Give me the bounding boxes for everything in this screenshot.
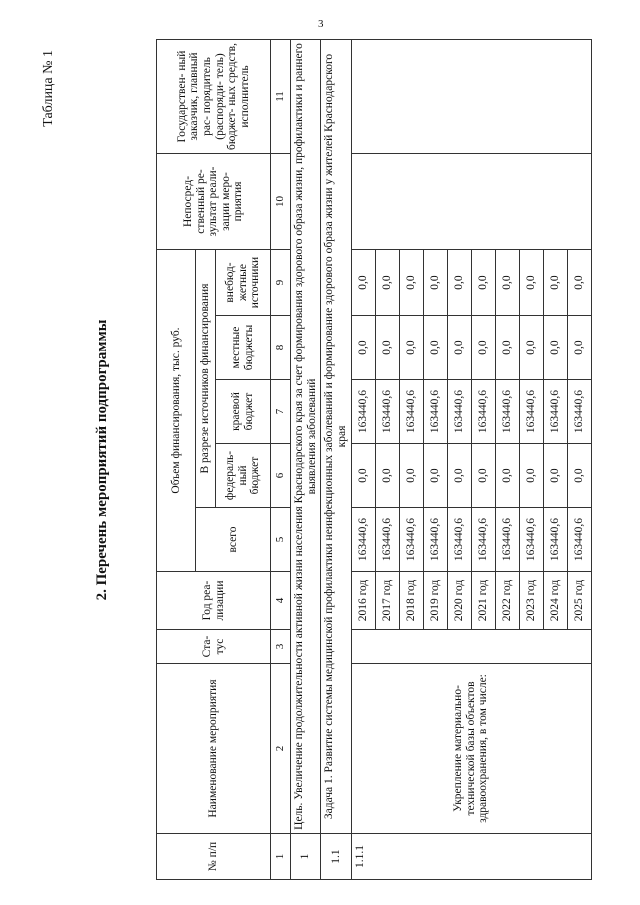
cell-year: 2017 год: [375, 572, 399, 630]
measure-customer: [351, 40, 591, 154]
column-number: 1: [271, 834, 291, 880]
header-funding: Объем финансирования, тыс. руб.: [157, 250, 196, 572]
cell-total: 163440,6: [375, 508, 399, 572]
column-number: 10: [271, 154, 291, 250]
cell-total: 163440,6: [471, 508, 495, 572]
column-number: 9: [271, 250, 291, 316]
cell-offbudget: 0,0: [495, 250, 519, 316]
cell-year: 2018 год: [399, 572, 423, 630]
section-title: 2. Перечень мероприятий подпрограммы: [94, 319, 110, 601]
header-federal: федераль- ный бюджет: [216, 444, 271, 508]
cell-federal: 0,0: [375, 444, 399, 508]
header-num: № п/п: [157, 834, 271, 880]
goal-row: [291, 40, 321, 880]
cell-offbudget: 0,0: [471, 250, 495, 316]
cell-federal: 0,0: [567, 444, 591, 508]
header-year: Год реа- лизации: [157, 572, 271, 630]
cell-total: 163440,6: [423, 508, 447, 572]
cell-total: 163440,6: [495, 508, 519, 572]
cell-local: 0,0: [399, 316, 423, 380]
cell-local: 0,0: [495, 316, 519, 380]
task-text: Задача 1. Развитие системы медицинской профилактики неинфекционных заболеваний и формирование здорового образа жизни у жителей Краснодарского края: [321, 40, 351, 834]
task-row: [321, 40, 351, 880]
cell-local: 0,0: [351, 316, 375, 380]
cell-year: 2020 год: [447, 572, 471, 630]
cell-total: 163440,6: [519, 508, 543, 572]
column-number: 7: [271, 380, 291, 444]
measure-num: 1.1.1: [351, 834, 591, 880]
goal-num: 1: [291, 834, 321, 880]
task-num: 1.1: [321, 834, 351, 880]
cell-federal: 0,0: [423, 444, 447, 508]
goal-text: Цель. Увеличение продолжительности активной жизни населения Краснодарского края за счет формирования здорового образа жизни, профилактики и раннего выявления заболеваний: [291, 40, 321, 834]
cell-regional: 163440,6: [447, 380, 471, 444]
column-number: 4: [271, 572, 291, 630]
cell-year: 2016 год: [351, 572, 375, 630]
cell-federal: 0,0: [495, 444, 519, 508]
cell-regional: 163440,6: [495, 380, 519, 444]
cell-federal: 0,0: [351, 444, 375, 508]
cell-offbudget: 0,0: [567, 250, 591, 316]
cell-regional: 163440,6: [351, 380, 375, 444]
measure-result: [351, 154, 591, 250]
cell-year: 2023 год: [519, 572, 543, 630]
cell-local: 0,0: [423, 316, 447, 380]
column-number: 8: [271, 316, 291, 380]
measure-status: [351, 630, 591, 664]
table-caption: Таблица № 1: [41, 50, 56, 127]
cell-total: 163440,6: [567, 508, 591, 572]
cell-year: 2024 год: [543, 572, 567, 630]
cell-total: 163440,6: [399, 508, 423, 572]
cell-offbudget: 0,0: [519, 250, 543, 316]
cell-local: 0,0: [471, 316, 495, 380]
cell-regional: 163440,6: [567, 380, 591, 444]
cell-offbudget: 0,0: [375, 250, 399, 316]
column-number: 2: [271, 664, 291, 834]
cell-regional: 163440,6: [375, 380, 399, 444]
cell-total: 163440,6: [351, 508, 375, 572]
cell-year: 2021 год: [471, 572, 495, 630]
page-number: 3: [318, 18, 324, 30]
header-name: Наименование мероприятия: [157, 664, 271, 834]
cell-local: 0,0: [543, 316, 567, 380]
cell-federal: 0,0: [447, 444, 471, 508]
cell-federal: 0,0: [543, 444, 567, 508]
header-status: Ста- тус: [157, 630, 271, 664]
header-total: всего: [196, 508, 271, 572]
table-row: [351, 40, 375, 880]
cell-offbudget: 0,0: [399, 250, 423, 316]
header-regional: краевой бюджет: [216, 380, 271, 444]
cell-offbudget: 0,0: [543, 250, 567, 316]
cell-year: 2025 год: [567, 572, 591, 630]
cell-regional: 163440,6: [543, 380, 567, 444]
cell-offbudget: 0,0: [447, 250, 471, 316]
cell-regional: 163440,6: [471, 380, 495, 444]
header-result: Непосред- ственный ре- зультат реали- зации меро- приятия: [157, 154, 271, 250]
measures-table: [156, 39, 592, 880]
cell-federal: 0,0: [399, 444, 423, 508]
header-offbudget: внебюд- жетные источники: [216, 250, 271, 316]
header-customer: Государствен- ный заказчик, главный рас- порядитель (распоряди- тель) бюджет- ных средств, исполнитель: [157, 40, 271, 154]
cell-local: 0,0: [447, 316, 471, 380]
cell-year: 2019 год: [423, 572, 447, 630]
cell-offbudget: 0,0: [423, 250, 447, 316]
cell-total: 163440,6: [447, 508, 471, 572]
rotated-page: [38, 40, 638, 880]
column-number: 11: [271, 40, 291, 154]
cell-regional: 163440,6: [519, 380, 543, 444]
cell-total: 163440,6: [543, 508, 567, 572]
measure-name: Укрепление материально-технической базы объектов здравоохранения, в том числе:: [351, 664, 591, 834]
cell-regional: 163440,6: [399, 380, 423, 444]
cell-local: 0,0: [519, 316, 543, 380]
header-local: местные бюджеты: [216, 316, 271, 380]
cell-local: 0,0: [567, 316, 591, 380]
cell-year: 2022 год: [495, 572, 519, 630]
cell-federal: 0,0: [471, 444, 495, 508]
column-number: 6: [271, 444, 291, 508]
header-breakdown: В разрезе источников финансирования: [196, 250, 216, 508]
cell-federal: 0,0: [519, 444, 543, 508]
column-number: 3: [271, 630, 291, 664]
cell-regional: 163440,6: [423, 380, 447, 444]
cell-offbudget: 0,0: [351, 250, 375, 316]
cell-local: 0,0: [375, 316, 399, 380]
column-number: 5: [271, 508, 291, 572]
